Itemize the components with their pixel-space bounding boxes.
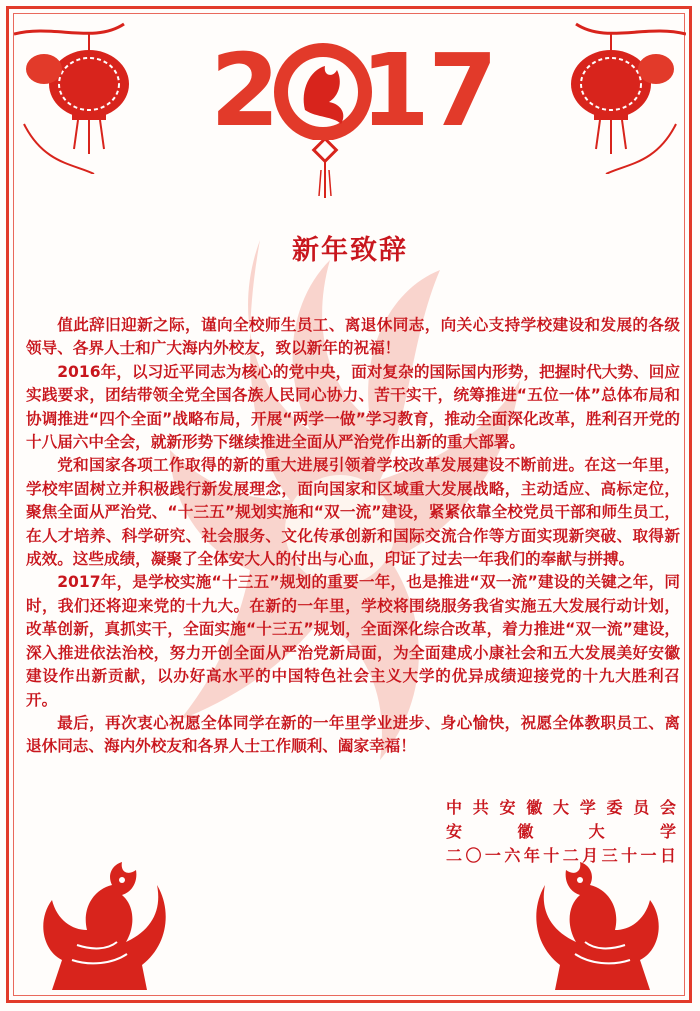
signature-org: 中共安徽大学委员会 (446, 798, 676, 817)
signature-school: 安徽大学 (446, 822, 676, 841)
paragraph: 2017年，是学校实施“十三五”规划的重要一年，也是推进“双一流”建设的关键之年，同时，我们还将迎来党的十九大。在新的一年里，学校将围绕服务我省实施五大发展行动计划，改革创新，真抓实干，全面实施“十三五”规划，全面深化综合改革，着力推进“双一流”建设，深入推进依法治校，努力开创全面从严治党新局面，为全面建成小康社会和五大发展美好安徽建设作出新贡献，以办好高水平的中国特色社会主义大学的优异成绩迎接党的十九大胜利召开。 (26, 573, 680, 709)
year-banner (205, 30, 505, 140)
letter-body (26, 314, 680, 759)
lantern-decoration-left (14, 14, 164, 174)
paragraph: 值此辞旧迎新之际，谨向全校师生员工、离退休同志，向关心支持学校建设和发展的各级领导、各界人士和广大海内外校友，致以新年的祝福！ (26, 316, 680, 358)
year-digit-1: 1 (360, 32, 430, 140)
year-digit-7: 7 (428, 32, 498, 140)
paragraph: 2016年，以习近平同志为核心的党中央，面对复杂的国际国内形势，把握时代大势、回应实践要求，团结带领全党全国各族人民同心协力、苦干实干，统筹推进“五位一体”总体布局和协调推进“四个全面”战略布局，开展“两学一做”学习教育，推动全面深化改革，胜利召开党的十八届六中全会，就新形势下继续推进全面从严治党作出新的重大部署。 (26, 362, 680, 452)
chinese-knot-icon (310, 140, 340, 200)
paragraph: 党和国家各项工作取得的新的重大进展引领着学校改革发展建设不断前进。在这一年里，学校牢固树立并积极践行新发展理念，面向国家和区域重大发展战略，主动适应、高标定位，聚焦全面从严治党、“十三五”规划实施和“双一流”建设，紧紧依靠全校党员干部和师生员工，在人才培养、科学研究、社会服务、文化传承创新和国际交流合作等方面实现新突破、取得新成效。这些成绩，凝聚了全体安大人的付出与心血，印证了过去一年我们的奉献与拼搏。 (26, 456, 680, 569)
rooster-papercut-right (530, 850, 680, 1000)
page-title: 新年致辞 (292, 235, 408, 266)
rooster-icon (304, 66, 344, 124)
signature-date: 二〇一六年十二月三十一日 (446, 846, 676, 865)
paragraph: 最后，再次衷心祝愿全体同学在新的一年里学业进步、身心愉快，祝愿全体教职员工、离退休同志、海内外校友和各界人士工作顺利、阖家幸福！ (26, 713, 680, 756)
rooster-papercut-left (22, 850, 172, 1000)
year-digit-2: 2 (210, 32, 280, 140)
lantern-decoration-right (536, 14, 686, 174)
